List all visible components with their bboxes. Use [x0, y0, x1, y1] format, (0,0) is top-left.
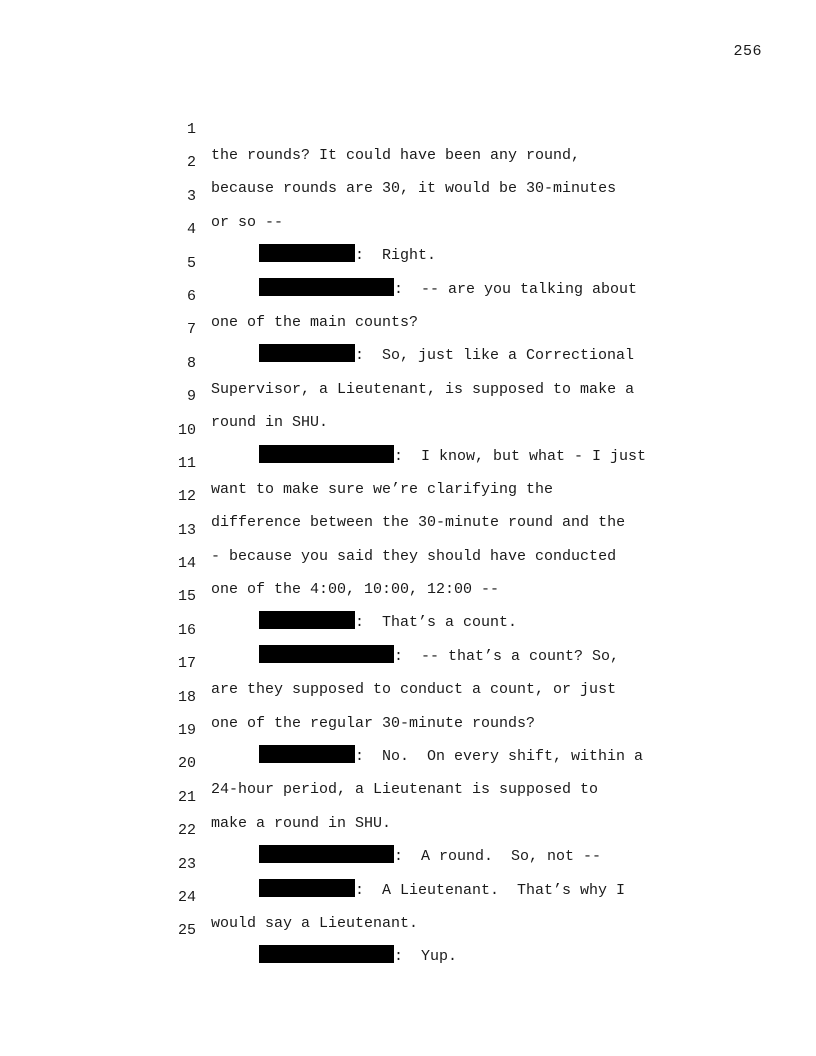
- line-number: 25: [177, 922, 196, 940]
- line-text: round in SHU.: [211, 414, 329, 432]
- line-number: 22: [177, 822, 196, 840]
- line-number: 21: [177, 788, 196, 806]
- line-text: because rounds are 30, it would be 30-minutes: [211, 180, 617, 198]
- transcript-line: [0, 191, 816, 265]
- line-number: 23: [177, 855, 196, 873]
- line-text: one of the regular 30-minute rounds?: [211, 714, 536, 732]
- line-number: 7: [186, 321, 196, 339]
- line-text: : A round. So, not --: [394, 848, 602, 866]
- line-number: 16: [177, 621, 196, 639]
- transcript-line: [0, 124, 816, 198]
- line-text: make a round in SHU.: [211, 814, 392, 832]
- line-text: are they supposed to conduct a count, or just: [211, 681, 617, 699]
- line-number: 11: [177, 454, 196, 472]
- line-number: 9: [186, 388, 196, 406]
- line-number: 10: [177, 421, 196, 439]
- transcript-line: [0, 91, 816, 164]
- line-text: or so --: [211, 213, 284, 231]
- line-text: : A Lieutenant. That’s why I: [355, 881, 626, 899]
- line-text: : -- are you talking about: [394, 280, 638, 298]
- speaker-redaction: [259, 945, 394, 963]
- speaker-line: [259, 944, 457, 970]
- line-number: 4: [186, 221, 196, 239]
- line-number: 5: [186, 254, 196, 272]
- line-text: - because you said they should have conducted: [211, 547, 617, 565]
- transcript-line: [0, 291, 816, 365]
- line-number: 19: [177, 722, 196, 740]
- line-number: 6: [186, 287, 196, 305]
- transcript-line: [0, 892, 816, 966]
- line-number: 2: [186, 154, 196, 172]
- transcript-line: [0, 258, 816, 331]
- line-number: 13: [177, 521, 196, 539]
- page-number: 256: [733, 43, 762, 60]
- line-text: : That’s a count.: [355, 614, 518, 632]
- line-text: one of the main counts?: [211, 313, 419, 331]
- line-text: : I know, but what - I just: [394, 447, 647, 465]
- line-text: : So, just like a Correctional: [355, 347, 635, 365]
- line-text: one of the 4:00, 10:00, 12:00 --: [211, 581, 500, 599]
- line-number: 17: [177, 655, 196, 673]
- transcript-line: [0, 225, 816, 298]
- transcript-line: [0, 325, 816, 398]
- line-text: difference between the 30-minute round and the: [211, 514, 626, 532]
- line-text: : No. On every shift, within a: [355, 748, 644, 766]
- line-text: want to make sure we’re clarifying the: [211, 480, 554, 498]
- line-text: : Right.: [355, 247, 437, 265]
- line-text: 24-hour period, a Lieutenant is supposed to: [211, 781, 599, 799]
- transcript-line: [0, 158, 816, 231]
- line-number: 24: [177, 888, 196, 906]
- line-text: Supervisor, a Lieutenant, is supposed to make a: [211, 380, 635, 398]
- line-number: 3: [186, 187, 196, 205]
- line-number: 14: [177, 555, 196, 573]
- line-text: would say a Lieutenant.: [211, 914, 419, 932]
- line-number: 15: [177, 588, 196, 606]
- line-text: : -- that’s a count? So,: [394, 647, 620, 665]
- line-number: 18: [177, 688, 196, 706]
- line-number: 20: [177, 755, 196, 773]
- transcript-body: [0, 91, 816, 966]
- line-text: : Yup.: [394, 948, 458, 966]
- line-text: the rounds? It could have been any round,: [211, 147, 581, 164]
- line-number: 8: [186, 354, 196, 372]
- line-number: 1: [186, 121, 196, 138]
- line-number: 12: [177, 488, 196, 506]
